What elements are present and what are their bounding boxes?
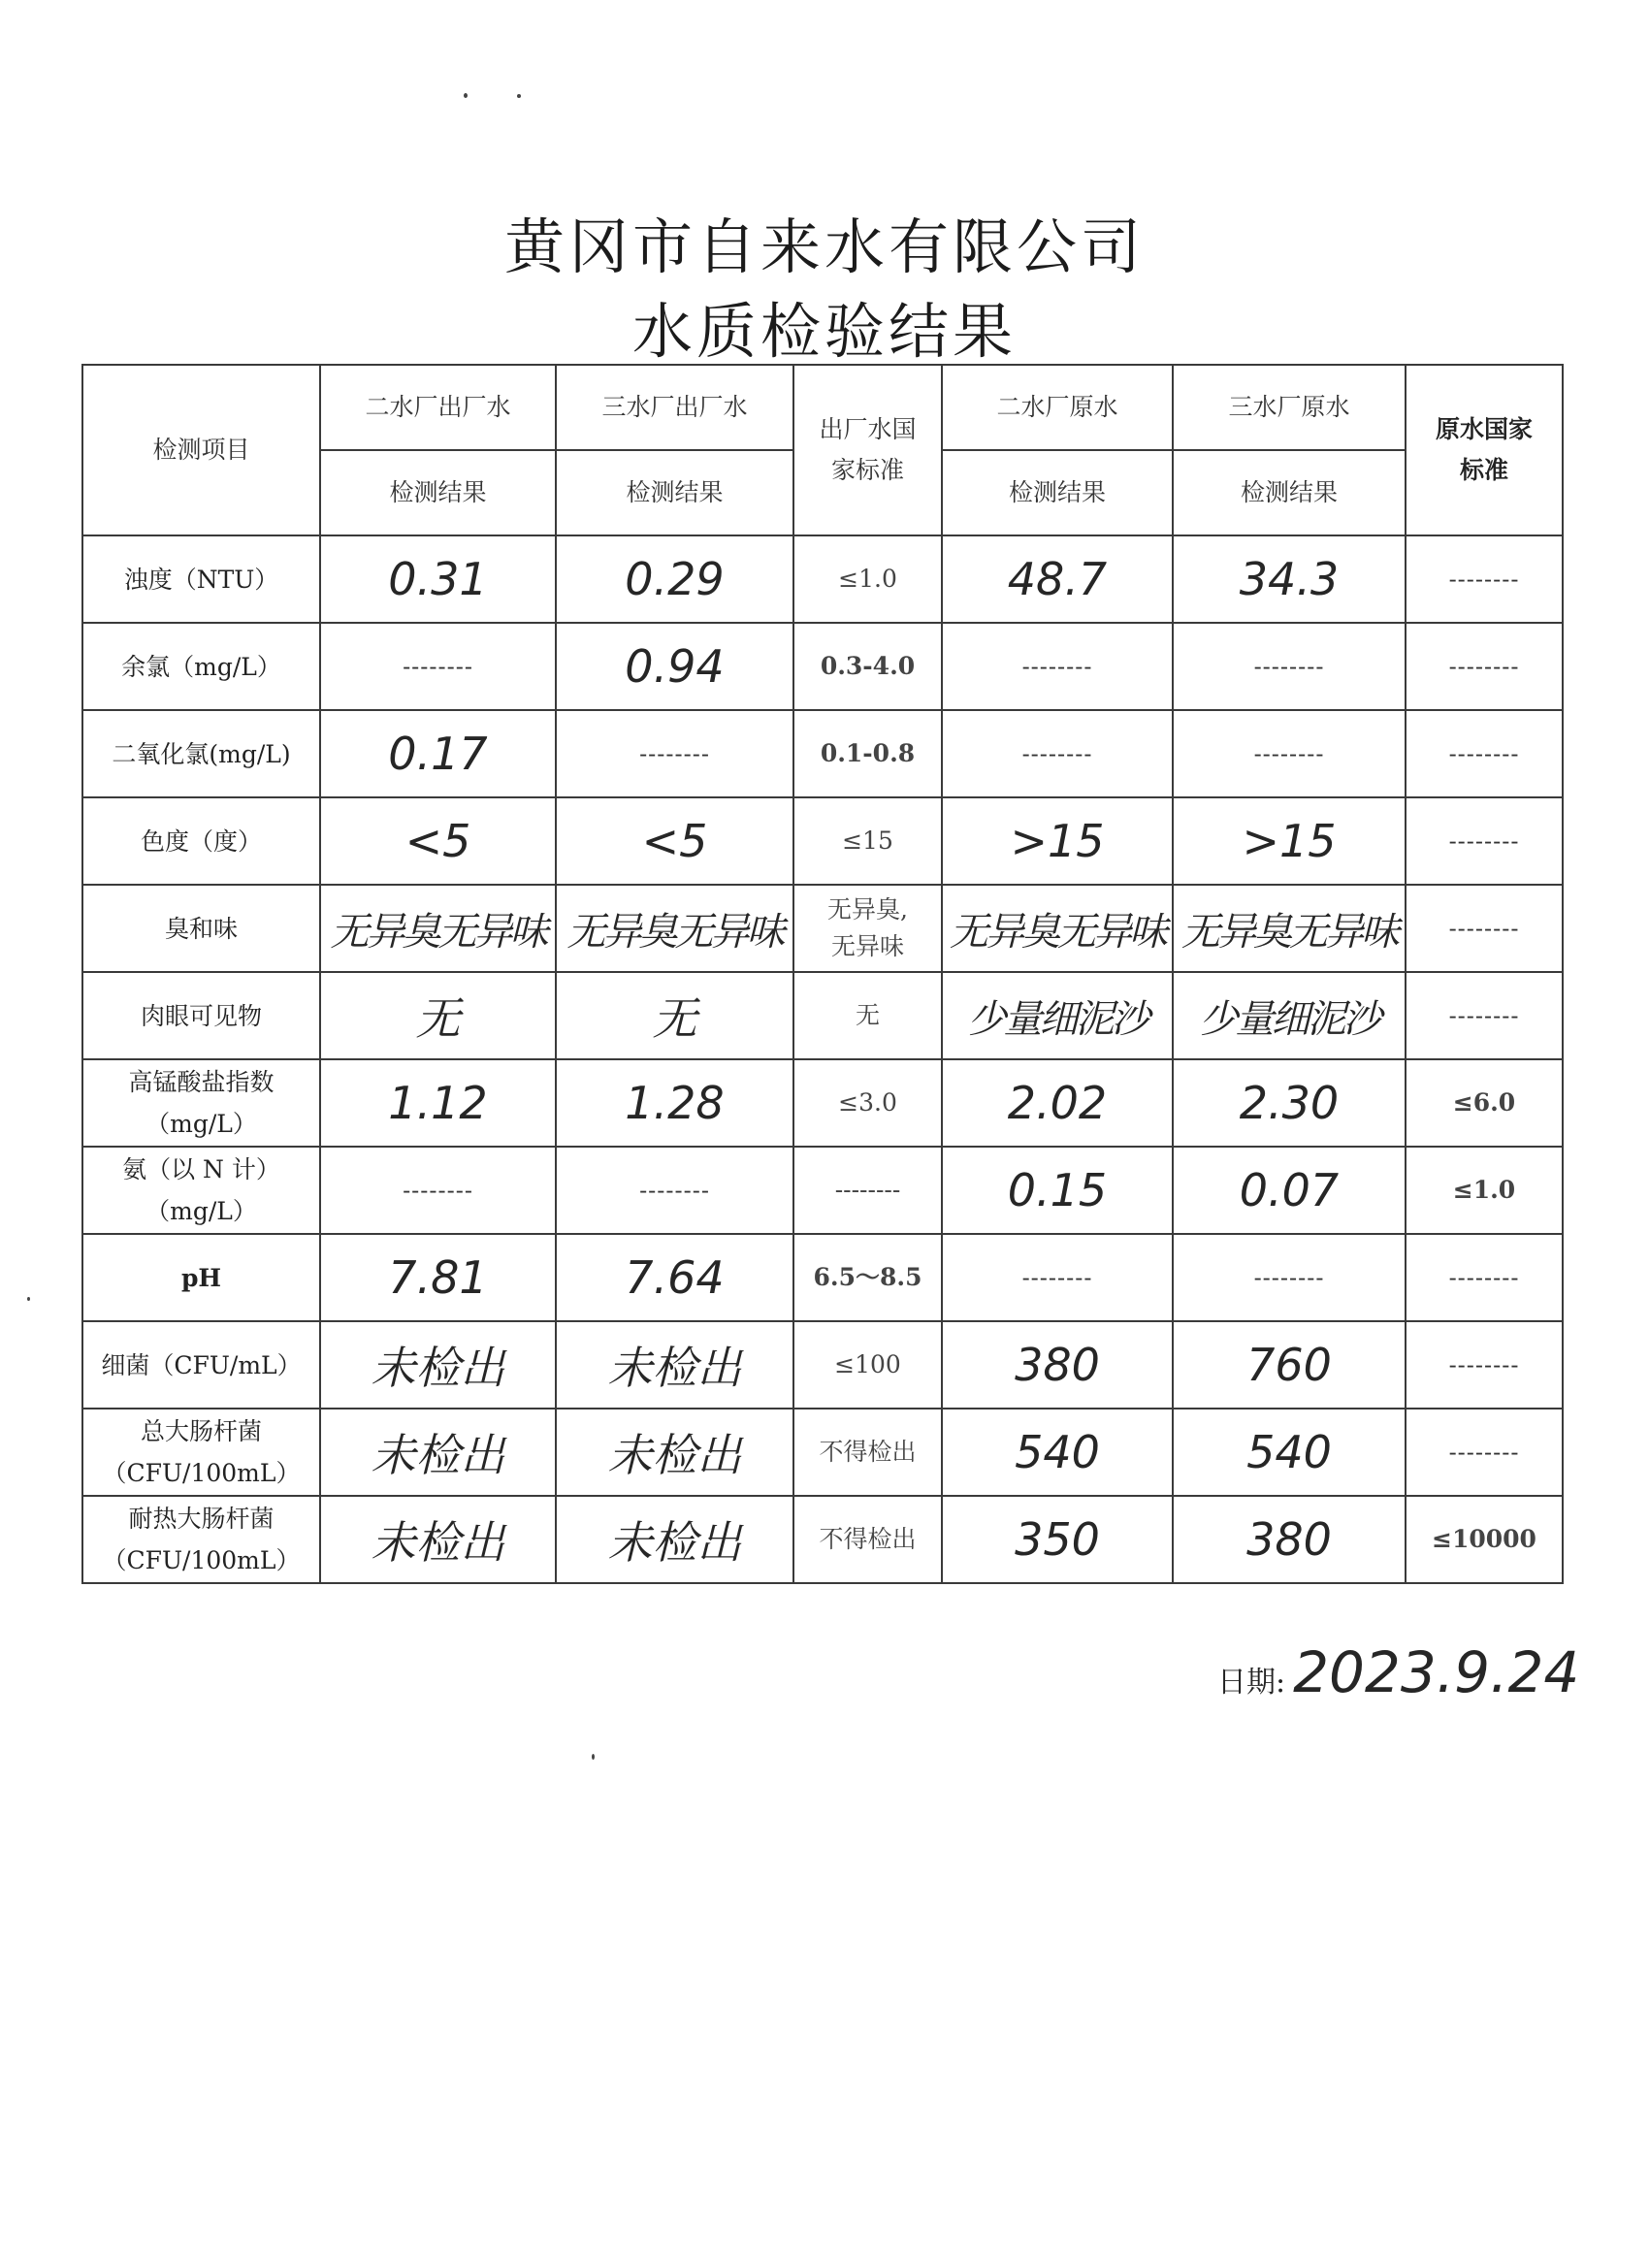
header-plant3-out: 三水厂出厂水: [556, 365, 793, 450]
cell-out-standard: [793, 1059, 942, 1147]
table-row: [82, 1496, 1563, 1583]
cell-plant2-out-value: 7.81: [388, 1251, 488, 1304]
table-row: [82, 1234, 1563, 1321]
cell-plant2-out-value: 未检出: [371, 1342, 505, 1394]
row-item-line1: 余氯（mg/L）: [121, 652, 281, 681]
cell-out-standard-line1: 0.3-4.0: [820, 652, 916, 680]
cell-plant3-raw-value: 无异臭无异味: [1181, 909, 1397, 955]
cell-plant2-raw-value: 540: [1015, 1426, 1100, 1478]
row-item-line1: 二氧化氯(mg/L): [112, 739, 291, 768]
table-row: [82, 1059, 1563, 1147]
cell-plant2-out-value: --------: [403, 1177, 473, 1204]
date-block: [1217, 1639, 1579, 1705]
row-item: [82, 797, 320, 885]
cell-plant2-out: [320, 535, 556, 623]
row-item-line1: 耐热大肠杆菌: [128, 1505, 275, 1533]
cell-plant3-out: [556, 1321, 793, 1409]
cell-out-standard: [793, 885, 942, 972]
cell-plant2-raw: [942, 1059, 1173, 1147]
row-item-line1: 肉眼可见物: [140, 1001, 262, 1030]
cell-plant3-out: [556, 710, 793, 797]
cell-raw-standard: --------: [1406, 1409, 1563, 1496]
row-item-line2: （mg/L）: [146, 1110, 257, 1138]
cell-plant2-raw: [942, 1234, 1173, 1321]
cell-out-standard: [793, 623, 942, 710]
row-item: [82, 535, 320, 623]
cell-plant3-raw: [1173, 1321, 1406, 1409]
table-row: [82, 1409, 1563, 1496]
cell-raw-standard: --------: [1406, 710, 1563, 797]
cell-plant3-out: [556, 885, 793, 972]
cell-plant3-raw-value: 540: [1246, 1426, 1332, 1478]
cell-out-standard-line1: ≤15: [842, 826, 893, 855]
cell-plant3-raw: [1173, 1496, 1406, 1583]
cell-plant2-raw-value: 少量细泥沙: [967, 996, 1148, 1042]
cell-plant3-out: [556, 623, 793, 710]
cell-plant3-raw-value: --------: [1253, 740, 1325, 767]
cell-plant3-out-value: 无异臭无异味: [566, 909, 783, 955]
cell-plant3-out-value: 7.64: [625, 1251, 725, 1304]
cell-plant3-raw-value: 0.07: [1239, 1164, 1340, 1216]
row-item: [82, 972, 320, 1059]
row-item-line2: （mg/L）: [146, 1197, 257, 1225]
cell-plant3-raw: [1173, 885, 1406, 972]
cell-out-standard: [793, 797, 942, 885]
row-item-line1: 色度（度）: [140, 826, 262, 856]
table-row: [82, 885, 1563, 972]
cell-plant3-out-value: --------: [639, 740, 710, 767]
cell-plant3-out-value: 未检出: [607, 1516, 742, 1569]
results-body: [82, 535, 1563, 1583]
cell-out-standard: [793, 1496, 942, 1583]
header-plant3-raw: 三水厂原水: [1173, 365, 1406, 450]
cell-out-standard-line1: ≤100: [834, 1350, 901, 1378]
cell-raw-standard: ≤1.0: [1406, 1147, 1563, 1234]
header-out-standard-line1: 出厂水国: [819, 415, 917, 443]
row-item: [82, 1059, 320, 1147]
cell-out-standard-line1: 不得检出: [819, 1438, 917, 1466]
row-item: [82, 885, 320, 972]
cell-plant2-out: [320, 1321, 556, 1409]
cell-plant2-out: [320, 1409, 556, 1496]
table-row: [82, 623, 1563, 710]
cell-plant2-raw-value: >15: [1010, 815, 1105, 867]
cell-raw-standard: --------: [1406, 1321, 1563, 1409]
cell-out-standard-line1: 0.1-0.8: [820, 739, 916, 767]
header-raw-standard-line2: 标准: [1459, 456, 1508, 484]
row-item: [82, 623, 320, 710]
cell-out-standard-line1: ≤1.0: [838, 565, 897, 593]
cell-plant2-raw: [942, 972, 1173, 1059]
cell-plant2-raw: [942, 1409, 1173, 1496]
cell-plant2-out: [320, 1234, 556, 1321]
cell-plant2-out: [320, 1496, 556, 1583]
cell-raw-standard: --------: [1406, 1234, 1563, 1321]
cell-plant3-raw: [1173, 535, 1406, 623]
cell-plant3-out-value: --------: [639, 1177, 710, 1204]
cell-raw-standard: --------: [1406, 797, 1563, 885]
cell-plant3-raw: [1173, 972, 1406, 1059]
scan-speck: [517, 94, 521, 98]
cell-raw-standard: --------: [1406, 623, 1563, 710]
header-result-plant2-raw: 检测结果: [942, 450, 1173, 535]
cell-out-standard: [793, 1321, 942, 1409]
table-row: [82, 972, 1563, 1059]
results-table: [81, 364, 1564, 1584]
header-result-plant3-out: 检测结果: [556, 450, 793, 535]
cell-plant2-raw-value: --------: [1021, 653, 1093, 680]
cell-plant3-out-value: <5: [641, 815, 708, 867]
cell-plant2-raw: [942, 1496, 1173, 1583]
cell-out-standard-line1: 无异臭,: [827, 895, 908, 923]
cell-plant2-out-value: <5: [404, 815, 471, 867]
cell-plant2-out: [320, 1147, 556, 1234]
cell-plant2-raw-value: 380: [1015, 1339, 1100, 1391]
company-title: 黄冈市自来水有限公司: [503, 211, 1145, 282]
table-row: [82, 710, 1563, 797]
cell-out-standard-line1: ≤3.0: [838, 1088, 897, 1117]
cell-plant2-out: [320, 1059, 556, 1147]
header-plant2-raw: 二水厂原水: [942, 365, 1173, 450]
cell-out-standard: [793, 1147, 942, 1234]
cell-plant3-raw: [1173, 1234, 1406, 1321]
table-row: [82, 1321, 1563, 1409]
cell-raw-standard: ≤6.0: [1406, 1059, 1563, 1147]
cell-plant2-raw-value: 无异臭无异味: [950, 909, 1165, 955]
cell-plant3-out-value: 0.29: [625, 553, 725, 605]
cell-out-standard-line1: --------: [834, 1176, 901, 1204]
cell-plant3-raw: [1173, 710, 1406, 797]
cell-plant3-raw-value: 380: [1246, 1513, 1332, 1566]
cell-raw-standard: --------: [1406, 972, 1563, 1059]
cell-plant2-raw: [942, 885, 1173, 972]
cell-raw-standard: ≤10000: [1406, 1496, 1563, 1583]
table-row: [82, 535, 1563, 623]
table-row: [82, 797, 1563, 885]
cell-plant3-raw-value: 34.3: [1239, 553, 1340, 605]
cell-plant3-raw: [1173, 1409, 1406, 1496]
row-item-line1: pH: [180, 1263, 222, 1292]
cell-plant2-out-value: 未检出: [371, 1516, 505, 1569]
header-out-standard: [793, 365, 942, 535]
cell-plant2-raw: [942, 535, 1173, 623]
cell-plant2-out-value: 无: [415, 992, 461, 1045]
cell-plant3-out: [556, 1496, 793, 1583]
cell-plant3-out: [556, 1409, 793, 1496]
report-title: 水质检验结果: [631, 296, 1017, 367]
cell-plant2-out-value: 未检出: [371, 1429, 505, 1481]
row-item: [82, 1496, 320, 1583]
header-result-plant2-out: 检测结果: [320, 450, 556, 535]
cell-plant3-raw: [1173, 1147, 1406, 1234]
table-row: [82, 1147, 1563, 1234]
row-item: [82, 1321, 320, 1409]
header-raw-standard-line1: 原水国家: [1435, 415, 1533, 443]
row-item-line2: （CFU/100mL）: [102, 1459, 301, 1487]
cell-plant3-raw-value: 760: [1246, 1339, 1332, 1391]
cell-plant2-out-value: --------: [403, 653, 473, 680]
header-raw-standard: [1406, 365, 1563, 535]
cell-out-standard-line1: 6.5～8.5: [813, 1263, 922, 1291]
cell-plant2-raw: [942, 623, 1173, 710]
cell-out-standard: [793, 535, 942, 623]
row-item-line1: 氨（以 N 计）: [122, 1155, 280, 1183]
cell-plant2-out-value: 0.17: [388, 728, 488, 780]
row-item-line1: 总大肠杆菌: [140, 1417, 262, 1445]
cell-plant2-out: [320, 885, 556, 972]
header-out-standard-line2: 家标准: [830, 456, 904, 484]
cell-plant2-out: [320, 797, 556, 885]
cell-plant3-raw-value: --------: [1253, 653, 1325, 680]
row-item-line1: 浊度（NTU）: [123, 565, 279, 594]
cell-plant2-out-value: 1.12: [388, 1077, 488, 1129]
cell-plant3-out: [556, 797, 793, 885]
cell-plant3-out-value: 0.94: [625, 640, 725, 693]
cell-plant2-out: [320, 623, 556, 710]
row-item: [82, 1234, 320, 1321]
date-label: 日期:: [1217, 1666, 1286, 1700]
scan-speck: [592, 1754, 595, 1760]
cell-plant2-raw-value: 0.15: [1007, 1164, 1108, 1216]
cell-plant2-out: [320, 972, 556, 1059]
cell-plant2-raw-value: 48.7: [1007, 553, 1108, 605]
cell-out-standard-line1: 无: [855, 1001, 880, 1029]
row-item: [82, 710, 320, 797]
cell-plant3-out-value: 未检出: [607, 1342, 742, 1394]
cell-out-standard: [793, 972, 942, 1059]
cell-plant2-raw: [942, 710, 1173, 797]
cell-plant3-raw: [1173, 1059, 1406, 1147]
header-row-1: [82, 365, 1563, 450]
cell-raw-standard: --------: [1406, 535, 1563, 623]
cell-out-standard: [793, 710, 942, 797]
cell-out-standard-line1: 不得检出: [819, 1525, 917, 1553]
cell-plant3-out-value: 无: [652, 992, 697, 1045]
cell-out-standard-line2: 无异味: [830, 932, 904, 960]
cell-plant3-raw-value: --------: [1253, 1264, 1325, 1291]
cell-out-standard: [793, 1409, 942, 1496]
cell-plant3-raw: [1173, 797, 1406, 885]
cell-plant2-raw: [942, 1147, 1173, 1234]
cell-plant2-raw-value: --------: [1021, 740, 1093, 767]
row-item-line1: 高锰酸盐指数: [128, 1068, 275, 1096]
cell-plant3-raw-value: 2.30: [1239, 1077, 1340, 1129]
cell-plant2-raw-value: --------: [1021, 1264, 1093, 1291]
header-result-plant3-raw: 检测结果: [1173, 450, 1406, 535]
cell-out-standard: [793, 1234, 942, 1321]
cell-plant2-out-value: 0.31: [388, 553, 488, 605]
row-item-line1: 细菌（CFU/mL）: [101, 1350, 302, 1379]
date-value: 2023.9.24: [1293, 1639, 1580, 1705]
cell-plant3-raw-value: >15: [1242, 815, 1337, 867]
cell-plant3-out: [556, 1059, 793, 1147]
row-item-line1: 臭和味: [164, 914, 238, 943]
scan-speck: [464, 93, 468, 98]
header-item: 检测项目: [82, 365, 320, 535]
cell-plant2-raw-value: 2.02: [1007, 1077, 1108, 1129]
scan-speck: [27, 1297, 30, 1301]
cell-plant2-out: [320, 710, 556, 797]
row-item: [82, 1147, 320, 1234]
cell-plant3-out: [556, 535, 793, 623]
cell-plant3-raw: [1173, 623, 1406, 710]
cell-plant2-out-value: 无异臭无异味: [330, 909, 546, 955]
row-item-line2: （CFU/100mL）: [102, 1546, 301, 1574]
cell-plant3-raw-value: 少量细泥沙: [1199, 996, 1379, 1042]
cell-plant3-out-value: 1.28: [625, 1077, 725, 1129]
cell-raw-standard: --------: [1406, 885, 1563, 972]
header-plant2-out: 二水厂出厂水: [320, 365, 556, 450]
cell-plant2-raw: [942, 797, 1173, 885]
cell-plant2-raw-value: 350: [1015, 1513, 1100, 1566]
cell-plant3-out: [556, 1234, 793, 1321]
cell-plant3-out-value: 未检出: [607, 1429, 742, 1481]
cell-plant2-raw: [942, 1321, 1173, 1409]
cell-plant3-out: [556, 972, 793, 1059]
cell-plant3-out: [556, 1147, 793, 1234]
row-item: [82, 1409, 320, 1496]
